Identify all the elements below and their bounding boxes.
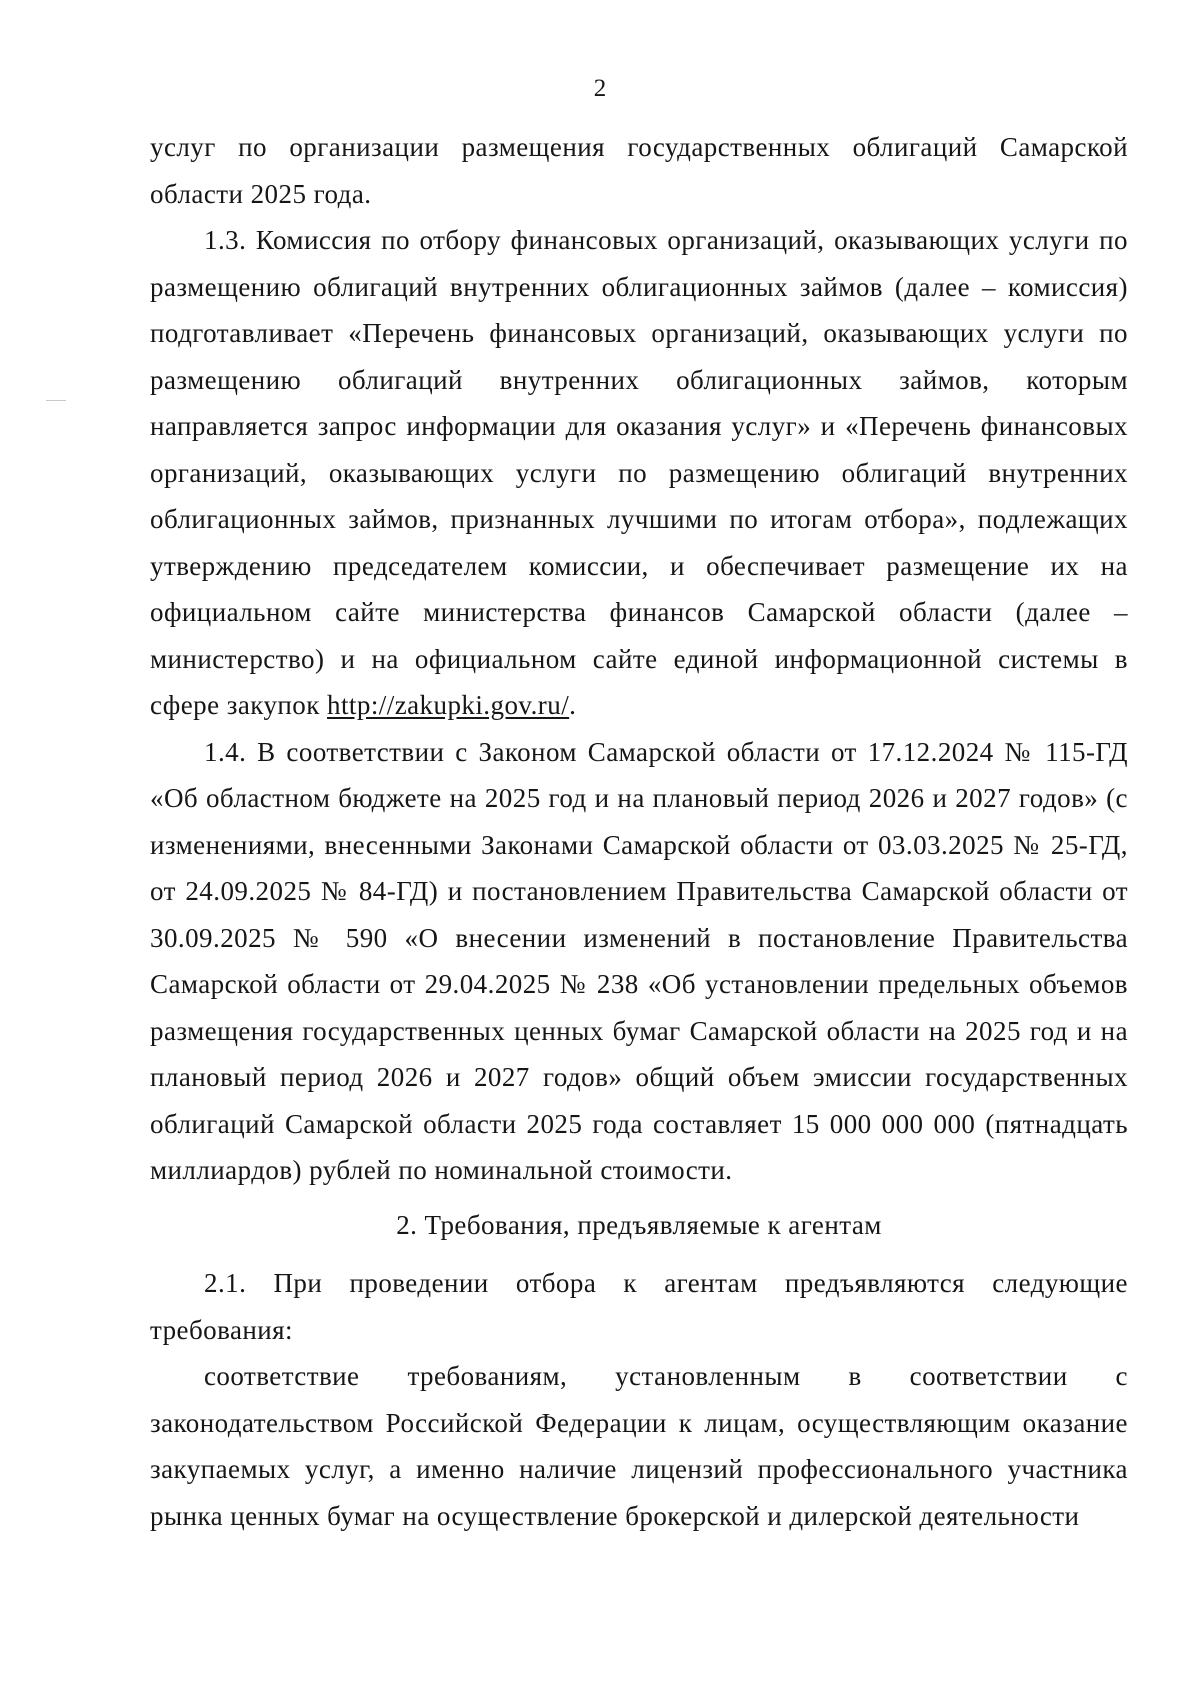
page-number: 2 (593, 75, 607, 102)
paragraph-1-3 (150, 217, 1128, 729)
paragraph-1-4: 1.4. В соответствии с Законом Самарской области от 17.12.2024 № 115-ГД «Об областном бюджете на 2025 год и на плановый период 2026 и 2027 годов» (с изменениями, внесенными Законами Самарской области от 03.03.2025 № 25-ГД, от 24.09.2025 № 84-ГД) и постановлением Правительства Самарской области от 30.09.2025 № 590 «О внесении изменений в постановление Правительства Самарской области от 29.04.2025 № 238 «Об установлении предельных объемов размещения государственных ценных бумаг Самарской области на 2025 год и на плановый период 2026 и 2027 годов» общий объем эмиссии государственных облигаций Самарской области 2025 года составляет 15 000 000 000 (пятнадцать миллиардов) рублей по номинальной стоимости. (150, 736, 1128, 1185)
scan-artifact (46, 400, 66, 401)
zakupki-link[interactable]: http://zakupki.gov.ru/ (327, 690, 570, 720)
paragraph-1-3-end: . (569, 690, 577, 720)
document-body (150, 124, 1128, 1539)
paragraph-requirements: соответствие требованиям, установленным в соответствии с законодательством Российской Федерации к лицам, осуществляющим оказание закупаемых услуг, а именно наличие лицензий профессионального участника рынка ценных бумаг на осуществление брокерской и дилерской деятельности (150, 1361, 1128, 1531)
paragraph-continuation: услуг по организации размещения государственных облигаций Самарской области 2025 года. (150, 132, 1128, 209)
paragraph-1-3-text: 1.3. Комиссия по отбору финансовых организаций, оказывающих услуги по размещению облигаций внутренних облигационных займов (далее – комиссия) подготавливает «Перечень финансовых организаций, оказывающих услуги по размещению облигаций внутренних облигационных займов, которым направляется запрос информации для оказания услуг» и «Перечень финансовых организаций, оказывающих услуги по размещению облигаций внутренних облигационных займов, признанных лучшими по итогам отбора», подлежащих утверждению председателем комиссии, и обеспечивает размещение их на официальном сайте министерства финансов Самарской области (далее – министерство) и на официальном сайте единой информационной системы в сфере закупок (150, 225, 1128, 720)
section-heading: 2. Требования, предъявляемые к агентам (396, 1209, 882, 1240)
paragraph-2-1: 2.1. При проведении отбора к агентам предъявляются следующие требования: (150, 1268, 1128, 1345)
